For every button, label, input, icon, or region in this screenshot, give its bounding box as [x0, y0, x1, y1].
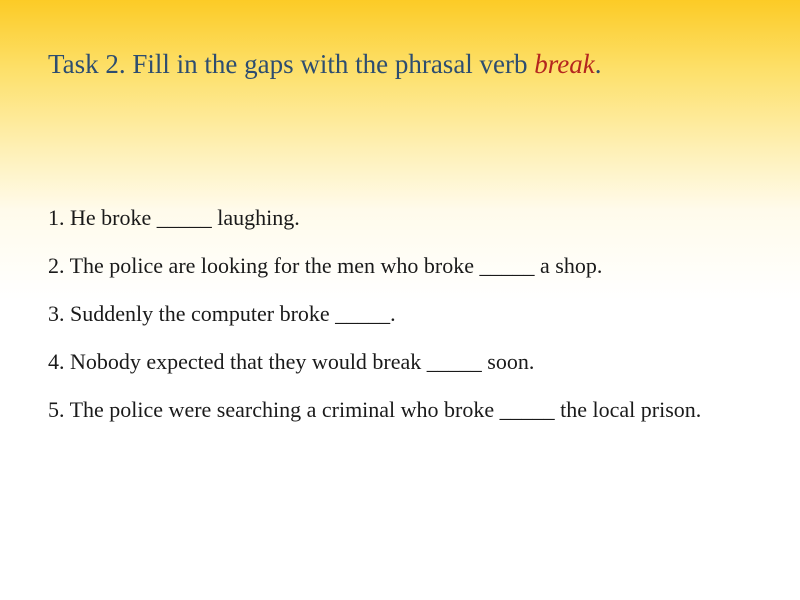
exercise-item-5: 5. The police were searching a criminal who broke _____ the local prison.: [48, 397, 702, 422]
exercise-list: [48, 194, 752, 434]
exercise-item-2: 2. The police are looking for the men who broke _____ a shop.: [48, 253, 603, 278]
task-title: [48, 44, 602, 84]
exercise-item-1: 1. He broke _____ laughing.: [48, 205, 300, 230]
task-title-prefix: Task 2. Fill in the gaps with the phrasal verb: [48, 49, 535, 79]
exercise-item-4: 4. Nobody expected that they would break _____ soon.: [48, 349, 535, 374]
task-title-suffix: .: [594, 49, 602, 79]
task-title-keyword: break: [534, 49, 595, 79]
exercise-item-3: 3. Suddenly the computer broke _____.: [48, 301, 396, 326]
